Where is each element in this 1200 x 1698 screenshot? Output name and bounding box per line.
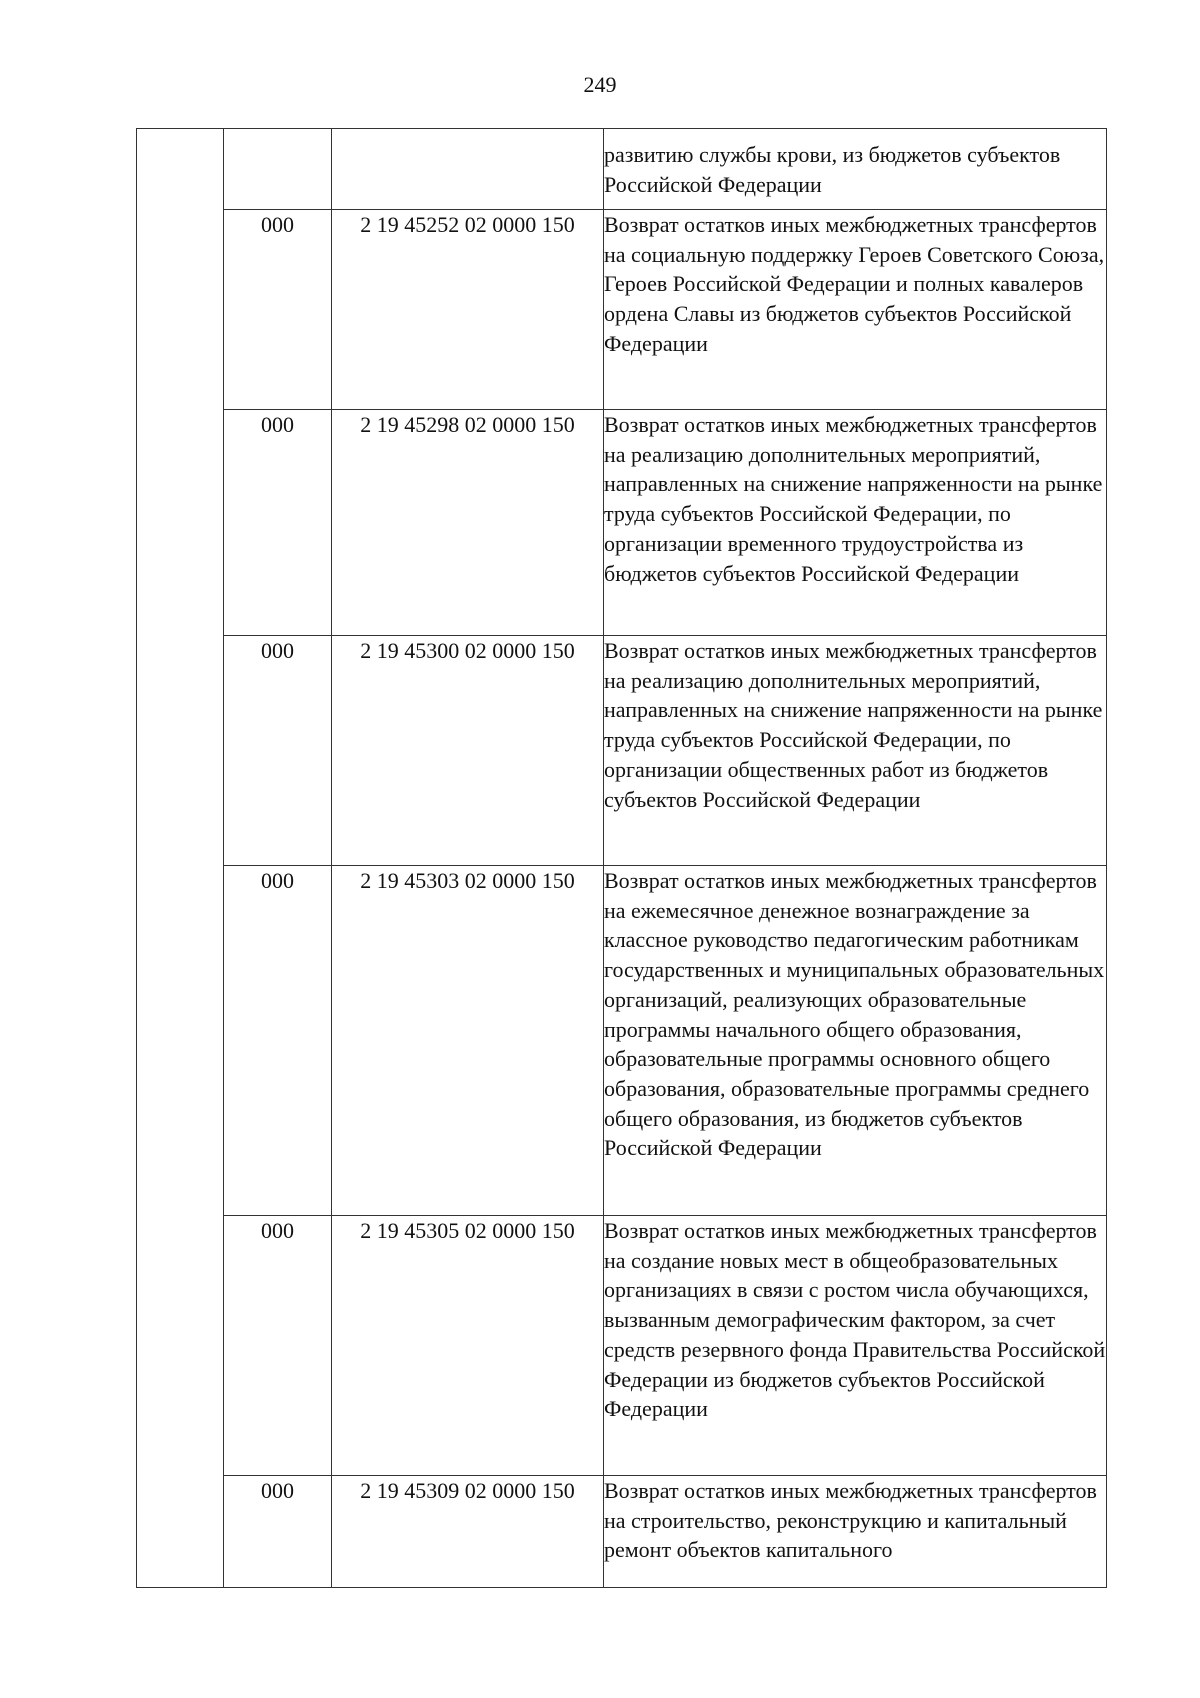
table-row <box>137 1476 1107 1588</box>
description-cell: Возврат остатков иных межбюджетных трансфертов на строительство, реконструкцию и капитальный ремонт объектов капитального <box>604 1476 1107 1588</box>
table-row <box>137 210 1107 410</box>
admin-code-cell: 000 <box>224 1476 332 1588</box>
description-cell: Возврат остатков иных межбюджетных трансфертов на создание новых мест в общеобразовательных организациях в связи с ростом числа обучающихся, вызванным демографическим фактором, за счет средств резервного фонда Правительства Российской Федерации из бюджетов субъектов Российской Федерации <box>604 1216 1107 1476</box>
table-row <box>137 1216 1107 1476</box>
budget-code-cell <box>332 129 604 210</box>
budget-code-cell: 2 19 45298 02 0000 150 <box>332 410 604 636</box>
admin-code-cell: 000 <box>224 210 332 410</box>
admin-code-cell: 000 <box>224 866 332 1216</box>
admin-code-cell: 000 <box>224 1216 332 1476</box>
description-cell: Возврат остатков иных межбюджетных трансфертов на реализацию дополнительных мероприятий, направленных на снижение напряженности на рынке труда субъектов Российской Федерации, по организации временного трудоустройства из бюджетов субъектов Российской Федерации <box>604 410 1107 636</box>
table-row <box>137 636 1107 866</box>
budget-code-cell: 2 19 45305 02 0000 150 <box>332 1216 604 1476</box>
admin-code-cell: 000 <box>224 636 332 866</box>
description-cell: Возврат остатков иных межбюджетных трансфертов на ежемесячное денежное вознаграждение за классное руководство педагогическим работникам государственных и муниципальных образовательных организаций, реализующих образовательные программы начального общего образования, образовательные программы основного общего образования, образовательные программы среднего общего образования, из бюджетов субъектов Российской Федерации <box>604 866 1107 1216</box>
admin-code-cell <box>224 129 332 210</box>
budget-code-cell: 2 19 45252 02 0000 150 <box>332 210 604 410</box>
budget-code-cell: 2 19 45303 02 0000 150 <box>332 866 604 1216</box>
table-row <box>137 410 1107 636</box>
budget-codes-table <box>136 128 1107 1588</box>
empty-column-cell <box>137 129 224 1588</box>
description-cell: Возврат остатков иных межбюджетных трансфертов на социальную поддержку Героев Советского Союза, Героев Российской Федерации и полных кавалеров ордена Славы из бюджетов субъектов Российской Федерации <box>604 210 1107 410</box>
description-cell: развитию службы крови, из бюджетов субъектов Российской Федерации <box>604 129 1107 210</box>
description-cell: Возврат остатков иных межбюджетных трансфертов на реализацию дополнительных мероприятий, направленных на снижение напряженности на рынке труда субъектов Российской Федерации, по организации общественных работ из бюджетов субъектов Российской Федерации <box>604 636 1107 866</box>
table-row-continuation <box>137 129 1107 210</box>
admin-code-cell: 000 <box>224 410 332 636</box>
table-row <box>137 866 1107 1216</box>
budget-code-cell: 2 19 45300 02 0000 150 <box>332 636 604 866</box>
budget-code-cell: 2 19 45309 02 0000 150 <box>332 1476 604 1588</box>
page-number: 249 <box>583 72 617 97</box>
